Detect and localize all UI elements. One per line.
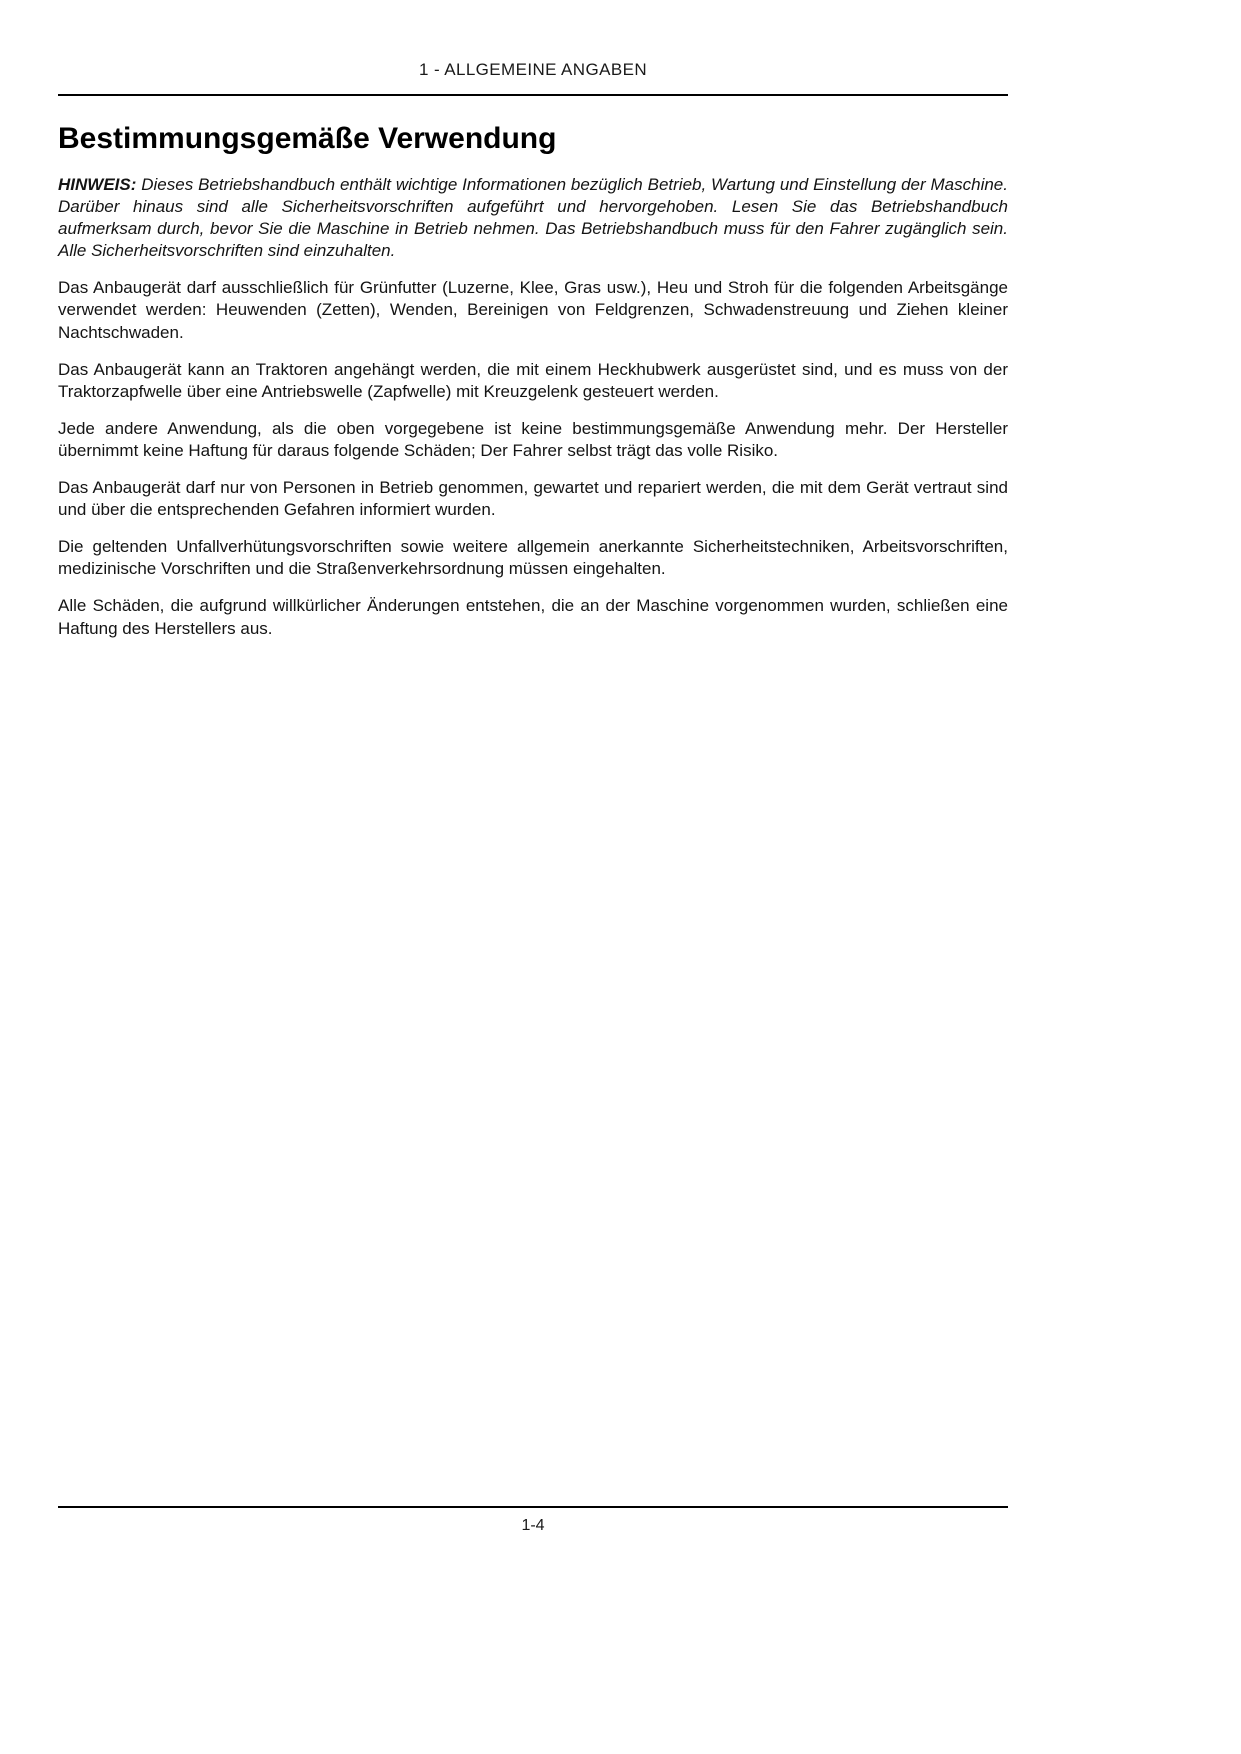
body-paragraph-1: Das Anbaugerät darf ausschließlich für Grünfutter (Luzerne, Klee, Gras usw.), Heu und Stroh für die folgenden Arbeitsgänge verwendet werden: Heuwenden (Zetten), Wenden, Bereinigen von Feldgrenzen, Schwadenstreuung und Ziehen kleiner Nachtschwaden. — [58, 278, 1008, 342]
body-paragraph-6: Alle Schäden, die aufgrund willkürlicher Änderungen entstehen, die an der Maschine vorgenommen wurden, schließen eine Haftung des Herstellers aus. — [58, 596, 1008, 638]
page-content — [58, 0, 1008, 655]
section-header-title: 1 - ALLGEMEINE ANGABEN — [419, 60, 647, 79]
body-paragraph-2: Das Anbaugerät kann an Traktoren angehängt werden, die mit einem Heckhubwerk ausgerüstet sind, und es muss von der Traktorzapfwelle über eine Antriebswelle (Zapfwelle) mit Kreuzgelenk gesteuert werden. — [58, 359, 1008, 401]
page-title: Bestimmungsgemäße Verwendung — [58, 122, 557, 155]
page-footer — [58, 1506, 1008, 1535]
page-number: 1-4 — [521, 1517, 545, 1534]
header-rule — [58, 94, 1008, 96]
note-paragraph — [58, 174, 1008, 262]
body-paragraph-3: Jede andere Anwendung, als die oben vorgegebene ist keine bestimmungsgemäße Anwendung mehr. Der Hersteller übernimmt keine Haftung für daraus folgende Schäden; Der Fahrer selbst trägt das volle Risiko. — [58, 418, 1008, 460]
page-header — [58, 0, 1008, 96]
note-label: HINWEIS: — [58, 175, 137, 194]
body-paragraph-5: Die geltenden Unfallverhütungsvorschriften sowie weitere allgemein anerkannte Sicherheitstechniken, Arbeitsvorschriften, medizinische Vorschriften und die Straßenverkehrsordnung müssen eingehalten. — [58, 537, 1008, 579]
note-text: Dieses Betriebshandbuch enthält wichtige Informationen bezüglich Betrieb, Wartung und Einstellung der Maschine. Darüber hinaus sind alle Sicherheitsvorschriften aufgeführt und hervorgehoben. Lesen Sie das Betriebshandbuch aufmerksam durch, bevor Sie die Maschine in Betrieb nehmen. Das Betriebshandbuch muss für den Fahrer zugänglich sein. Alle Sicherheitsvorschriften sind einzuhalten. — [58, 175, 1008, 261]
body-paragraph-4: Das Anbaugerät darf nur von Personen in Betrieb genommen, gewartet und repariert werden, die mit dem Gerät vertraut sind und über die entsprechenden Gefahren informiert wurden. — [58, 478, 1008, 520]
